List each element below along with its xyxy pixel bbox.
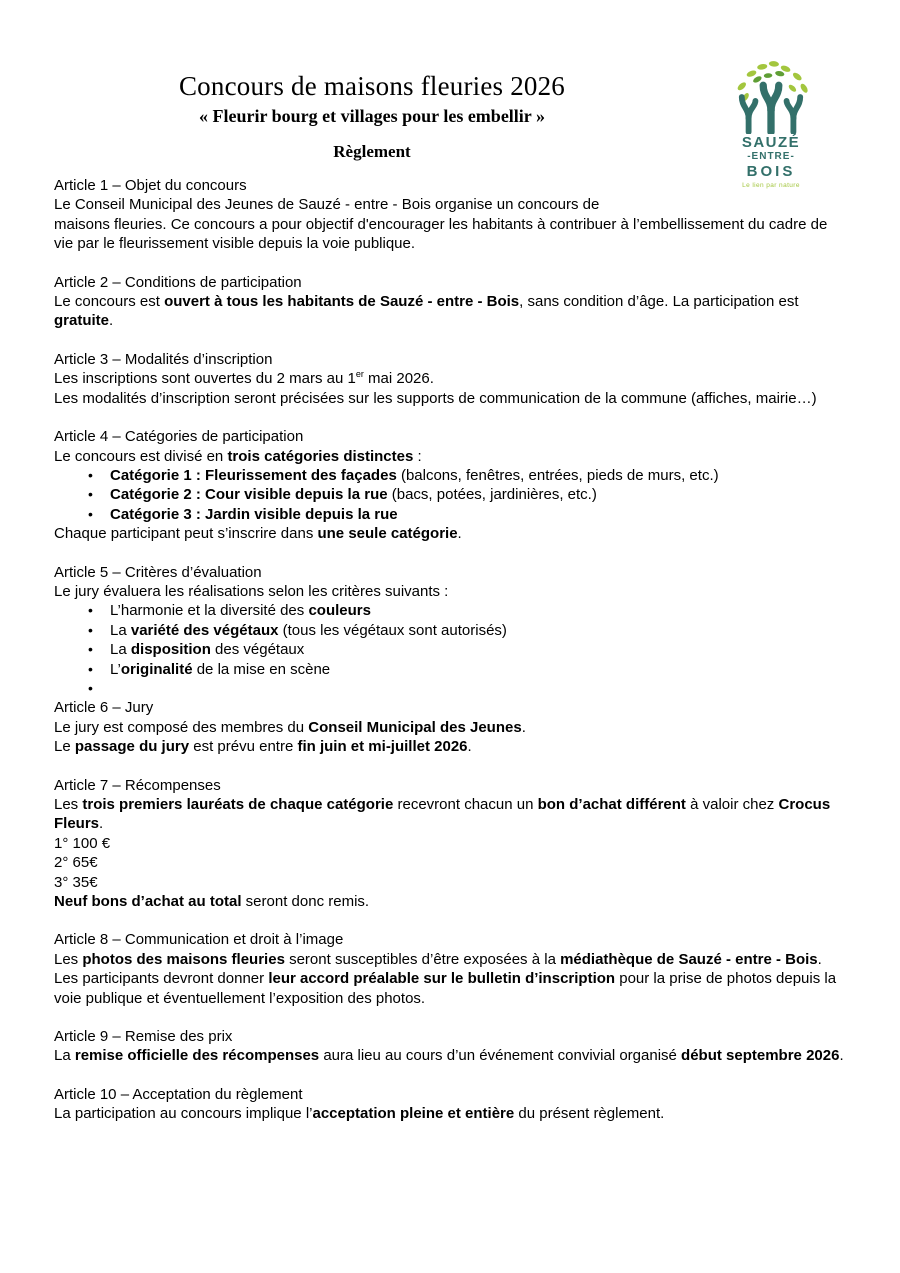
text-run: Les participants devront donner bbox=[54, 970, 269, 988]
text-run: Les modalités d’inscription seront précisées sur les supports de communication de la commune (affiches, mairie…) bbox=[54, 389, 817, 407]
text-run: . bbox=[99, 815, 104, 833]
bullet-list bbox=[54, 601, 846, 698]
paragraph bbox=[54, 873, 846, 892]
paragraph bbox=[54, 524, 846, 543]
text-run: L’ bbox=[110, 660, 121, 678]
text-run: L’harmonie et la diversité des bbox=[110, 602, 309, 620]
text-run: La bbox=[110, 621, 131, 639]
text-run: 2° 65€ bbox=[54, 854, 98, 872]
text-run: des végétaux bbox=[210, 641, 305, 659]
logo-name-line2: -ENTRE- bbox=[747, 151, 795, 162]
bold-text: leur accord préalable sur le bulletin d’inscription bbox=[268, 970, 616, 988]
text-run: Chaque participant peut s’inscrire dans bbox=[54, 525, 318, 543]
paragraph bbox=[54, 1104, 846, 1123]
text-run: seront susceptibles d’être exposées à la bbox=[284, 950, 561, 968]
bold-text: Catégorie 3 : Jardin visible depuis la rue bbox=[110, 505, 398, 523]
paragraph bbox=[54, 892, 846, 911]
bullet-item bbox=[110, 466, 846, 485]
text-run: La bbox=[110, 641, 131, 659]
article-heading: Article 8 – Communication et droit à l’image bbox=[54, 931, 344, 949]
commune-logo bbox=[729, 60, 813, 190]
text-run: Le bbox=[54, 738, 75, 756]
bullet-item bbox=[110, 485, 846, 504]
text-run: 1° 100 € bbox=[54, 834, 111, 852]
article-heading: Article 6 – Jury bbox=[54, 699, 154, 717]
text-run: (bacs, potées, jardinières, etc.) bbox=[387, 486, 597, 504]
text-run: aura lieu au cours d’un événement convivial organisé bbox=[319, 1047, 682, 1065]
articles bbox=[54, 176, 846, 1124]
article bbox=[54, 930, 846, 1008]
bold-text: ouvert à tous les habitants de Sauzé - entre - Bois bbox=[164, 293, 520, 311]
article bbox=[54, 563, 846, 699]
bold-text: couleurs bbox=[308, 602, 371, 620]
text-run: Les bbox=[54, 795, 83, 813]
text-run: La participation au concours implique l’ bbox=[54, 1105, 313, 1123]
bold-text: disposition bbox=[130, 641, 211, 659]
article bbox=[54, 427, 846, 543]
text-run: seront donc remis. bbox=[241, 893, 370, 911]
bold-text: médiathèque de Sauzé - entre - Bois bbox=[560, 950, 818, 968]
text-run: , sans condition d’âge. La participation est bbox=[519, 293, 799, 311]
bullet-item bbox=[110, 621, 846, 640]
paragraph bbox=[54, 950, 846, 969]
article-heading: Article 7 – Récompenses bbox=[54, 776, 221, 794]
bold-text: passage du jury bbox=[74, 738, 190, 756]
text-run: Les bbox=[54, 950, 83, 968]
text-run: . bbox=[457, 525, 462, 543]
text-run: . bbox=[467, 738, 472, 756]
paragraph bbox=[54, 369, 846, 388]
title-block bbox=[0, 71, 744, 162]
paragraph bbox=[54, 969, 846, 1008]
article bbox=[54, 698, 846, 756]
bold-text: acceptation pleine et entière bbox=[312, 1105, 515, 1123]
logo-name-line3: BOIS bbox=[746, 163, 796, 180]
paragraph bbox=[54, 834, 846, 853]
text-run: Le concours est divisé en bbox=[54, 447, 228, 465]
paragraph bbox=[54, 795, 846, 834]
paragraph bbox=[54, 718, 846, 737]
text-run: . bbox=[839, 1047, 844, 1065]
bold-text: une seule catégorie bbox=[317, 525, 458, 543]
logo-name-line1: SAUZÉ bbox=[741, 134, 801, 151]
reglement-heading: Règlement bbox=[333, 141, 411, 161]
bold-text: gratuite bbox=[54, 312, 110, 330]
text-run: 3° 35€ bbox=[54, 873, 98, 891]
text-run: La bbox=[54, 1047, 75, 1065]
bold-text: début septembre 2026 bbox=[681, 1047, 840, 1065]
text-run: . bbox=[521, 718, 526, 736]
bullet-item bbox=[110, 660, 846, 679]
text-run: est prévu entre bbox=[189, 738, 298, 756]
paragraph bbox=[54, 195, 846, 214]
paragraph bbox=[54, 853, 846, 872]
article-heading: Article 4 – Catégories de participation bbox=[54, 428, 304, 446]
text-run: (balcons, fenêtres, entrées, pieds de murs, etc.) bbox=[396, 466, 719, 484]
article bbox=[54, 1085, 846, 1124]
bold-text: Catégorie 2 : Cour visible depuis la rue bbox=[110, 486, 388, 504]
bold-text: fin juin et mi-juillet 2026 bbox=[297, 738, 468, 756]
text-run: (tous les végétaux sont autorisés) bbox=[278, 621, 507, 639]
paragraph bbox=[54, 215, 846, 254]
page-title: Concours de maisons fleuries 2026 bbox=[178, 71, 566, 101]
article-heading: Article 5 – Critères d’évaluation bbox=[54, 563, 262, 581]
text-run: mai 2026. bbox=[363, 370, 434, 388]
bold-text: Neuf bons d’achat au total bbox=[54, 893, 242, 911]
text-run: Le jury évaluera les réalisations selon les critères suivants : bbox=[54, 582, 449, 600]
bold-text: Crocus Fleurs bbox=[54, 795, 831, 833]
bullet-list bbox=[54, 466, 846, 524]
text-run: à valoir chez bbox=[685, 795, 779, 813]
article bbox=[54, 350, 846, 408]
text-run: Le jury est composé des membres du bbox=[54, 718, 309, 736]
article-heading: Article 10 – Acceptation du règlement bbox=[54, 1085, 303, 1103]
bold-text: Catégorie 1 : Fleurissement des façades bbox=[110, 466, 397, 484]
paragraph bbox=[54, 1046, 846, 1065]
text-run: pour la prise de photos depuis la voie publique et éventuellement l’exposition des photos. bbox=[54, 970, 837, 1007]
article bbox=[54, 776, 846, 912]
article bbox=[54, 1027, 846, 1066]
bold-text: originalité bbox=[120, 660, 193, 678]
article-heading: Article 1 – Objet du concours bbox=[54, 177, 247, 195]
text-run: Le concours est bbox=[54, 293, 165, 311]
tree-logo-icon bbox=[729, 60, 813, 134]
text-run: recevront chacun un bbox=[393, 795, 538, 813]
logo-tagline: Le lien par nature bbox=[742, 182, 800, 189]
bold-text: trois catégories distinctes bbox=[227, 447, 414, 465]
text-run: de la mise en scène bbox=[192, 660, 331, 678]
paragraph bbox=[54, 389, 846, 408]
text-run: Les inscriptions sont ouvertes du 2 mars au 1 bbox=[54, 370, 356, 388]
text-run: maisons fleuries. Ce concours a pour objectif d'encourager les habitants à contribuer à l’embellissement du cadre de vie par le fleurissement visible depuis la voie publique. bbox=[54, 215, 828, 253]
paragraph bbox=[54, 447, 846, 466]
bullet-item bbox=[110, 640, 846, 659]
paragraph bbox=[54, 582, 846, 601]
bullet-item bbox=[110, 505, 846, 524]
bullet-item bbox=[110, 679, 846, 698]
article-heading: Article 9 – Remise des prix bbox=[54, 1028, 233, 1046]
superscript-text: er bbox=[355, 369, 364, 380]
paragraph bbox=[54, 737, 846, 756]
article bbox=[54, 273, 846, 331]
bullet-item bbox=[110, 601, 846, 620]
bold-text: Conseil Municipal des Jeunes bbox=[308, 718, 522, 736]
bold-text: photos des maisons fleuries bbox=[82, 950, 285, 968]
text-run: . bbox=[109, 312, 114, 330]
paragraph bbox=[54, 292, 846, 331]
bold-text: bon d’achat différent bbox=[537, 795, 686, 813]
text-run: Le Conseil Municipal des Jeunes de Sauzé - entre - Bois organise un concours de bbox=[54, 196, 600, 214]
bold-text: variété des végétaux bbox=[130, 621, 279, 639]
text-run: du présent règlement. bbox=[514, 1105, 665, 1123]
article bbox=[54, 176, 846, 254]
article-heading: Article 2 – Conditions de participation bbox=[54, 273, 302, 291]
article-heading: Article 3 – Modalités d’inscription bbox=[54, 350, 273, 368]
bold-text: remise officielle des récompenses bbox=[74, 1047, 320, 1065]
text-run: : bbox=[413, 447, 422, 465]
text-run: . bbox=[817, 950, 822, 968]
page-subtitle: « Fleurir bourg et villages pour les embellir » bbox=[199, 106, 545, 127]
bold-text: trois premiers lauréats de chaque catégorie bbox=[82, 795, 394, 813]
